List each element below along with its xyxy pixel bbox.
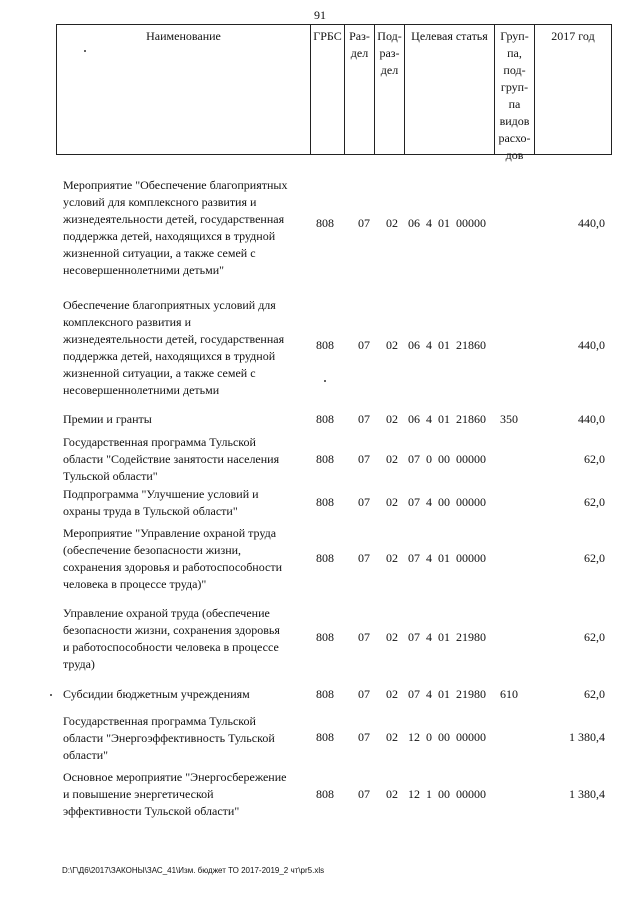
row-target-article: 12 0 00 00000: [408, 730, 486, 744]
row-podrazdel: 02: [386, 495, 398, 509]
row-razdel: 07: [358, 551, 370, 565]
table-header: [56, 24, 612, 162]
row-target-article: 07 0 00 00000: [408, 452, 486, 466]
file-path-footer: D:\Г\Д6\2017\ЗАКОНЫ\ЗАС_41\Изм. бюджет ТО 2017-2019_2 чт\pr5.xls: [62, 866, 325, 875]
row-name: Обеспечение благоприятных условий для комплексного развития и жизнедеятельности детей, государственная поддержка детей, находящихся в трудной жизненной ситуации, а также семей с несовершеннолетними детьми: [63, 298, 285, 397]
row-grbs: 808: [316, 630, 334, 644]
row-podrazdel: 02: [386, 630, 398, 644]
row-grbs: 808: [316, 216, 334, 230]
row-grbs: 808: [316, 495, 334, 509]
row-target-article: 07 4 01 00000: [408, 551, 486, 565]
row-grbs: 808: [316, 412, 334, 426]
row-amount: 62,0: [584, 452, 605, 466]
row-amount: 62,0: [584, 495, 605, 509]
row-amount: 62,0: [584, 551, 605, 565]
header-razdel: Раз- дел: [345, 25, 375, 154]
row-target-article: 07 4 01 21980: [408, 687, 486, 701]
row-amount: 440,0: [578, 412, 605, 426]
row-podrazdel: 02: [386, 787, 398, 801]
row-name: Управление охраной труда (обеспечение безопасности жизни, сохранения здоровья и работоспособности человека в процессе труда): [63, 606, 280, 671]
row-razdel: 07: [358, 452, 370, 466]
row-razdel: 07: [358, 338, 370, 352]
header-group: Груп- па, под- груп- па видов расхо- дов: [495, 25, 535, 154]
row-name: Государственная программа Тульской области "Содействие занятости населения Тульской области": [63, 435, 280, 483]
row-name: Основное мероприятие "Энергосбережение и повышение энергетической эффективности Тульской области": [63, 770, 287, 818]
row-amount: 440,0: [578, 338, 605, 352]
row-podrazdel: 02: [386, 452, 398, 466]
row-razdel: 07: [358, 495, 370, 509]
row-grbs: 808: [316, 730, 334, 744]
row-razdel: 07: [358, 630, 370, 644]
row-grbs: 808: [316, 687, 334, 701]
row-name: Премии и гранты: [63, 412, 152, 426]
row-group: 350: [500, 412, 518, 426]
row-amount: 440,0: [578, 216, 605, 230]
row-name: Мероприятие "Управление охраной труда (обеспечение безопасности жизни, сохранения здоровья и работоспособности человека в процессе труда)": [63, 526, 283, 591]
row-podrazdel: 02: [386, 412, 398, 426]
row-target-article: 06 4 01 21860: [408, 338, 486, 352]
row-podrazdel: 02: [386, 216, 398, 230]
row-razdel: 07: [358, 412, 370, 426]
header-name: Наименование: [57, 25, 311, 154]
row-target-article: 07 4 00 00000: [408, 495, 486, 509]
row-target-article: 12 1 00 00000: [408, 787, 486, 801]
row-grbs: 808: [316, 452, 334, 466]
row-name: Государственная программа Тульской области "Энергоэффективность Тульской области": [63, 714, 275, 762]
row-podrazdel: 02: [386, 338, 398, 352]
row-amount: 1 380,4: [569, 787, 605, 801]
row-podrazdel: 02: [386, 687, 398, 701]
page-number: 91: [314, 8, 326, 22]
row-name: Подпрограмма "Улучшение условий и охраны труда в Тульской области": [63, 487, 259, 518]
row-target-article: 06 4 01 21860: [408, 412, 486, 426]
row-podrazdel: 02: [386, 551, 398, 565]
row-podrazdel: 02: [386, 730, 398, 744]
header-year: 2017 год: [551, 29, 595, 43]
row-razdel: 07: [358, 216, 370, 230]
stray-mark: [50, 694, 52, 696]
row-name: Мероприятие "Обеспечение благоприятных условий для комплексного развития и жизнедеятельности детей, государственная поддержка детей, находящихся в трудной жизненной ситуации, а также семей с несовершеннолетними детьми": [63, 178, 288, 277]
row-razdel: 07: [358, 687, 370, 701]
row-target-article: 06 4 01 00000: [408, 216, 486, 230]
row-group: 610: [500, 687, 518, 701]
stray-mark: [324, 380, 326, 382]
header-grbs: ГРБС: [311, 25, 345, 154]
row-name: Субсидии бюджетным учреждениям: [63, 687, 250, 701]
header-podrazdel: Под- раз- дел: [375, 25, 405, 154]
row-razdel: 07: [358, 730, 370, 744]
row-grbs: 808: [316, 787, 334, 801]
row-amount: 62,0: [584, 687, 605, 701]
row-razdel: 07: [358, 787, 370, 801]
row-amount: 62,0: [584, 630, 605, 644]
row-grbs: 808: [316, 338, 334, 352]
row-grbs: 808: [316, 551, 334, 565]
header-target-article: Целевая статья: [405, 25, 495, 154]
row-target-article: 07 4 01 21980: [408, 630, 486, 644]
stray-mark: [84, 50, 86, 52]
row-amount: 1 380,4: [569, 730, 605, 744]
